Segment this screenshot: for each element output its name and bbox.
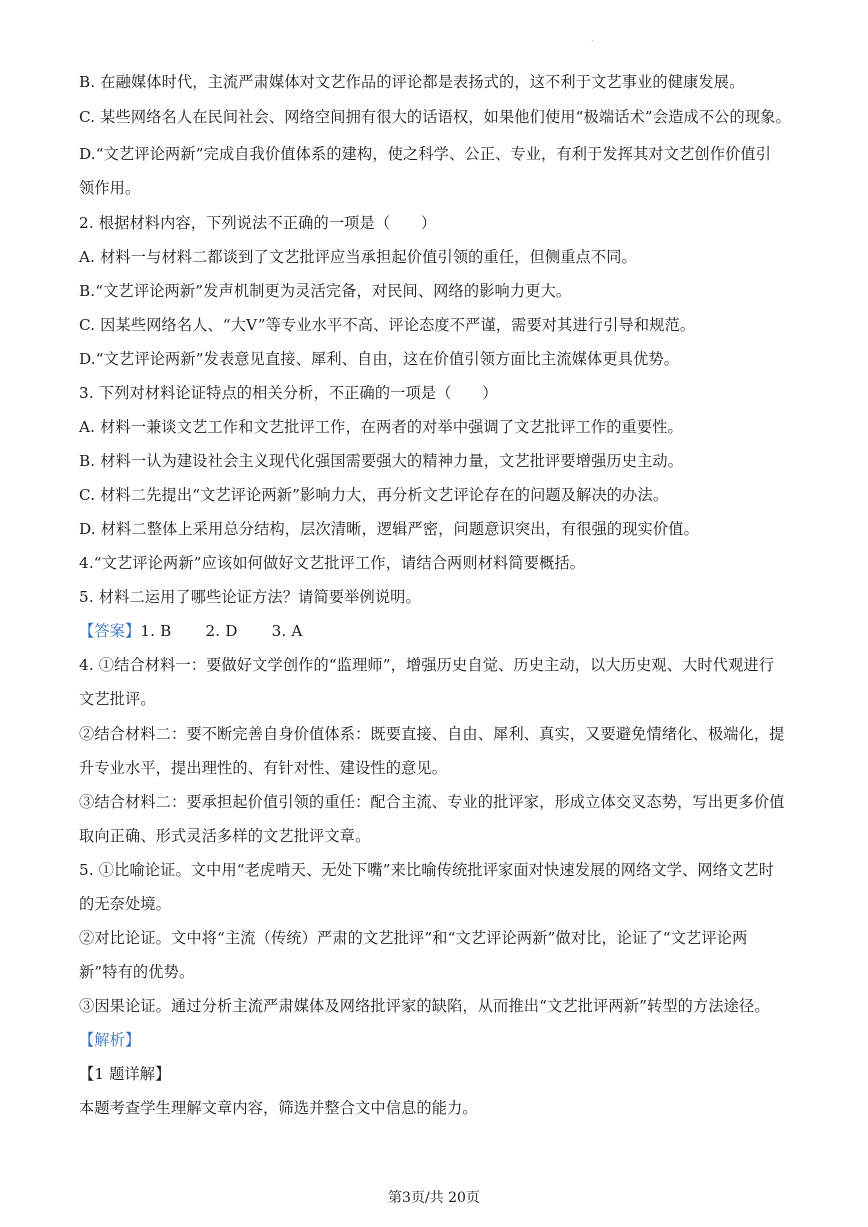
answer-4-line-6: 取向正确、形式灵活多样的文艺批评文章。 (79, 827, 371, 845)
option-d-line: D.“文艺评论两新”完成自我价值体系的建构，使之科学、公正、专业，有利于发挥其对文艺创作价值引 (79, 145, 772, 163)
answer-5-line-4: 新”特有的优势。 (79, 963, 195, 981)
q3-option-d: D. 材料二整体上采用总分结构，层次清晰，逻辑严密，问题意识突出，有很强的现实价值。 (79, 520, 699, 538)
q2-option-d: D.“文艺评论两新”发表意见直接、犀利、自由，这在价值引领方面比主流媒体更具优势。 (79, 350, 680, 368)
q3-option-c: C. 材料二先提出“文艺评论两新”影响力大，再分析文艺评论存在的问题及解决的办法。 (79, 486, 669, 504)
analysis-label: 【解析】 (79, 1031, 141, 1049)
question-2: 2. 根据材料内容，下列说法不正确的一项是（ ） (79, 214, 437, 232)
answer-item-1: 1. B (140, 622, 172, 640)
q2-option-b: B.“文艺评论两新”发声机制更为灵活完备，对民间、网络的影响力更大。 (79, 282, 572, 300)
question-4: 4.“文艺评论两新”应该如何做好文艺批评工作，请结合两则材料简要概括。 (79, 554, 586, 572)
detail-text: 本题考查学生理解文章内容，筛选并整合文中信息的能力。 (79, 1099, 478, 1117)
q2-option-a: A. 材料一与材料二都谈到了文艺批评应当承担起价值引领的重任，但侧重点不同。 (79, 248, 637, 266)
question-3: 3. 下列对材料论证特点的相关分析，不正确的一项是（ ） (79, 384, 498, 402)
detail-title: 【1 题详解】 (79, 1065, 171, 1083)
answer-4-line-4: 升专业水平，提出理性的、有针对性、建设性的意见。 (79, 759, 448, 777)
answer-4-line-1: 4. ①结合材料一：要做好文学创作的“监理师”，增强历史自觉、历史主动，以大历史观、大时代观进行 (79, 656, 775, 674)
q3-option-b: B. 材料一认为建设社会主义现代化强国需要强大的精神力量，文艺批评要增强历史主动。 (79, 452, 684, 470)
question-5: 5. 材料二运用了哪些论证方法？请简要举例说明。 (79, 588, 421, 606)
scan-dot: . (591, 34, 594, 43)
answer-item-3: 3. A (271, 622, 303, 640)
answer-4-line-2: 文艺批评。 (79, 690, 156, 708)
answer-item-2: 2. D (205, 622, 238, 640)
q3-option-a: A. 材料一兼谈文艺工作和文艺批评工作，在两者的对举中强调了文艺批评工作的重要性。 (79, 418, 683, 436)
option-d-line-cont: 领作用。 (79, 179, 141, 197)
option-b-line: B. 在融媒体时代，主流严肃媒体对文艺作品的评论都是表扬式的，这不利于文艺事业的健康发展。 (79, 73, 745, 91)
answer-4-line-3: ②结合材料二：要不断完善自身价值体系：既要直接、自由、犀利、真实，又要避免情绪化、极端化，提 (79, 725, 785, 743)
option-c-line: C. 某些网络名人在民间社会、网络空间拥有很大的话语权，如果他们使用“极端话术”会造成不公的现象。 (79, 108, 791, 126)
page-footer: 第3页/共 20页 (388, 1190, 480, 1206)
answer-line (79, 621, 799, 641)
answer-5-line-3: ②对比论证。文中将“主流（传统）严肃的文艺批评”和“文艺评论两新”做对比，论证了“文艺评论两 (79, 929, 748, 947)
answer-label: 【答案】 (79, 622, 141, 640)
answer-5-line-2: 的无奈处境。 (79, 895, 172, 913)
answer-5-line-5: ③因果论证。通过分析主流严肃媒体及网络批评家的缺陷，从而推出“文艺批评两新”转型的方法途径。 (79, 997, 770, 1015)
answer-4-line-5: ③结合材料二：要承担起价值引领的重任：配合主流、专业的批评家，形成立体交叉态势，写出更多价值 (79, 793, 785, 811)
answer-5-line-1: 5. ①比喻论证。文中用“老虎啃天、无处下嘴”来比喻传统批评家面对快速发展的网络文学、网络文艺时 (79, 861, 775, 879)
q2-option-c: C. 因某些网络名人、“大V”等专业水平不高、评论态度不严谨，需要对其进行引导和规范。 (79, 316, 696, 334)
